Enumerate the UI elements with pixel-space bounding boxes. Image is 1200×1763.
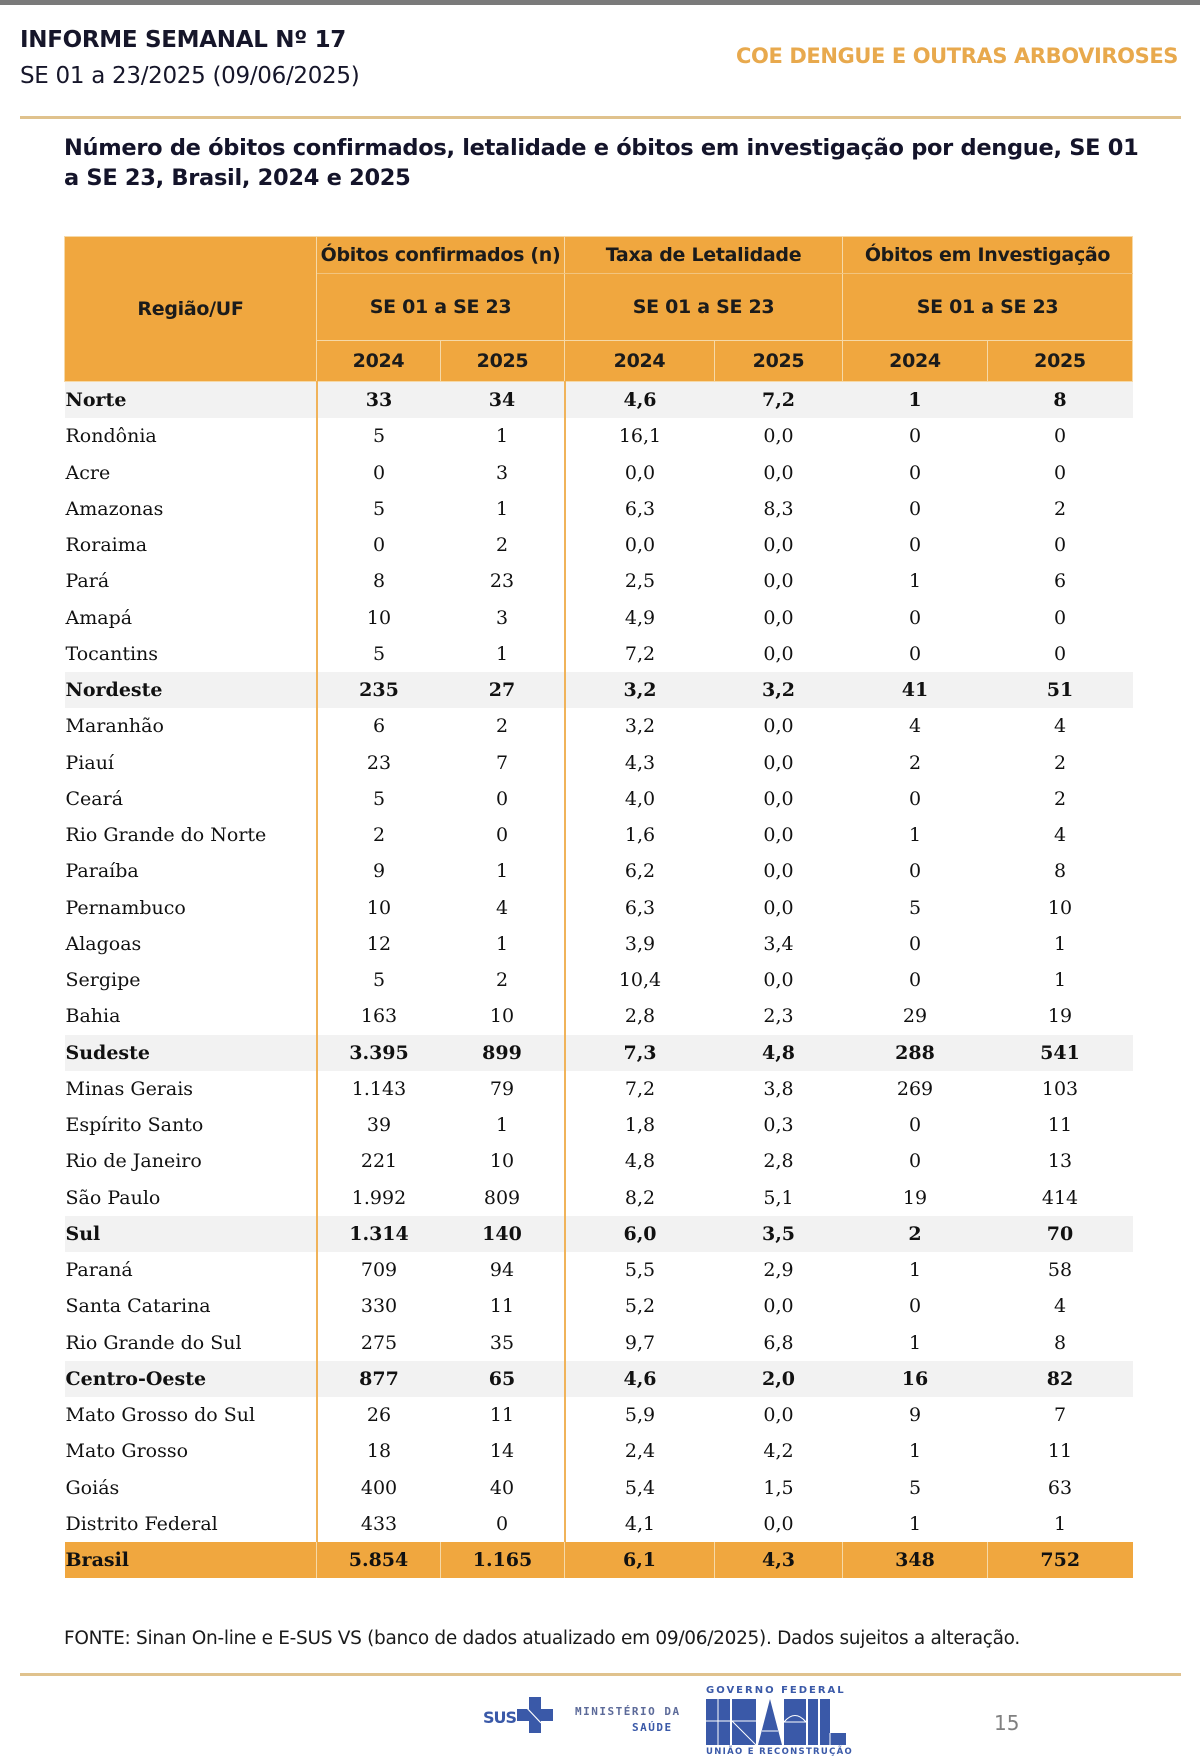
row-value: 5 [908,896,922,919]
row-value: 709 [317,1252,441,1288]
row-value: 0,0 [763,787,794,810]
row-value: 877 [317,1361,441,1397]
row-value: 79 [489,1077,515,1100]
row-value: 0 [1053,461,1067,484]
row-value: 3,2 [565,672,715,708]
row-value: 0,0 [763,751,794,774]
row-value: 235 [317,672,441,708]
row-value: 6,8 [763,1331,794,1354]
row-value: 4 [495,896,509,919]
row-value: 3 [495,606,509,629]
row-value: 348 [843,1542,988,1578]
row-name: Pará [65,570,110,593]
row-value: 0 [495,787,509,810]
row-value: 39 [317,1107,441,1143]
table-row [65,853,1133,889]
region-row [65,1035,1133,1071]
row-value: 1 [1053,969,1067,992]
footer-logos [480,1685,880,1761]
row-value: 82 [988,1361,1133,1397]
row-name: Alagoas [65,932,142,955]
row-value: 269 [896,1077,934,1100]
row-value: 0 [908,969,922,992]
row-value: 0,3 [763,1114,794,1137]
row-value: 6 [317,708,441,744]
table-row [65,636,1133,672]
row-value: 10 [489,1150,515,1173]
row-value: 3,9 [565,926,715,962]
row-value: 5 [317,962,441,998]
total-row [65,1542,1133,1578]
row-value: 2 [495,534,509,557]
row-value: 0,0 [565,527,715,563]
row-value: 11 [489,1295,515,1318]
row-value: 0 [1053,534,1067,557]
row-name: Minas Gerais [65,1077,194,1100]
page-number: 15 [994,1711,1020,1735]
row-value: 19 [902,1186,928,1209]
row-value: 70 [988,1216,1133,1252]
table-row [65,781,1133,817]
row-name: Pernambuco [65,896,186,919]
region-row [65,382,1133,419]
row-name: Roraima [65,534,148,557]
row-value: 0 [908,932,922,955]
table-row [65,1180,1133,1216]
row-value: 7 [495,751,509,774]
row-value: 18 [317,1433,441,1469]
row-value: 3,2 [715,672,843,708]
row-value: 58 [1047,1259,1073,1282]
row-value: 8 [988,382,1133,419]
row-value: 0,0 [763,715,794,738]
row-value: 2,3 [763,1005,794,1028]
row-value: 0 [908,1114,922,1137]
row-value: 41 [843,672,988,708]
header-group-lethality: Taxa de Letalidade [565,237,843,274]
row-value: 10,4 [565,962,715,998]
table-row [65,527,1133,563]
row-name: Mato Grosso do Sul [65,1404,256,1427]
table-row [65,491,1133,527]
row-name: Goiás [65,1476,120,1499]
row-value: 51 [988,672,1133,708]
row-value: 27 [441,672,565,708]
row-value: 0 [908,425,922,448]
row-value: 5 [317,781,441,817]
row-value: 0 [495,1512,509,1535]
row-value: 1,8 [565,1107,715,1143]
row-value: 140 [441,1216,565,1252]
row-value: 10 [489,1005,515,1028]
row-value: 4 [908,715,922,738]
row-value: 433 [317,1506,441,1542]
table-row [65,1397,1133,1433]
table-row [65,890,1133,926]
row-value: 14 [489,1440,515,1463]
row-value: 3,8 [763,1077,794,1100]
row-value: 1 [908,1259,922,1282]
row-value: 0,0 [763,824,794,847]
row-name: Rio Grande do Sul [65,1331,242,1354]
table-row [65,708,1133,744]
header-divider [20,116,1181,119]
row-value: 11 [1047,1114,1073,1137]
row-value: 1 [495,860,509,883]
row-value: 2 [908,751,922,774]
row-value: 13 [1047,1150,1073,1173]
header-year: 2025 [441,341,565,382]
row-value: 1 [495,425,509,448]
row-value: 4,0 [565,781,715,817]
row-value: 3,4 [763,932,794,955]
brasil-logo-icon [706,1699,846,1745]
region-row [65,1216,1133,1252]
row-value: 0 [908,1150,922,1173]
row-value: 103 [1041,1077,1079,1100]
row-name: Bahia [65,1005,121,1028]
header-year: 2025 [715,341,843,382]
deaths-table [64,236,1133,1578]
row-value: 221 [317,1143,441,1179]
row-value: 0,0 [763,896,794,919]
row-name: Tocantins [65,642,159,665]
row-value: 1 [1053,1512,1067,1535]
row-name: Brasil [65,1542,317,1578]
row-value: 6,1 [565,1542,715,1578]
row-value: 4,2 [763,1440,794,1463]
row-value: 0,0 [763,1512,794,1535]
table-row [65,1288,1133,1324]
header-period-lethality: SE 01 a SE 23 [565,274,843,341]
row-value: 1 [495,497,509,520]
row-value: 5 [317,491,441,527]
row-value: 2,5 [565,563,715,599]
row-value: 1 [495,1114,509,1137]
row-value: 0 [908,642,922,665]
row-value: 11 [1047,1440,1073,1463]
header-year: 2025 [988,341,1133,382]
row-value: 1 [843,382,988,419]
row-value: 1,5 [763,1476,794,1499]
source-note: FONTE: Sinan On-line e E-SUS VS (banco de dados atualizado em 09/06/2025). Dados sujeitos a alteração. [64,1628,1020,1649]
row-value: 23 [317,745,441,781]
row-value: 3,5 [715,1216,843,1252]
row-name: Amazonas [65,497,164,520]
row-value: 0 [908,787,922,810]
region-row [65,672,1133,708]
row-value: 5,4 [565,1470,715,1506]
table-body [65,382,1133,1579]
row-value: 163 [317,998,441,1034]
row-value: 0,0 [763,1404,794,1427]
row-name: Paraíba [65,860,139,883]
row-value: 7,2 [565,636,715,672]
row-value: 7 [1053,1404,1067,1427]
table-row [65,745,1133,781]
table-row [65,1433,1133,1469]
row-value: 0,0 [763,425,794,448]
row-value: 8 [1053,1331,1067,1354]
row-value: 1 [1053,932,1067,955]
row-value: 0,0 [763,461,794,484]
row-value: 2 [495,715,509,738]
row-value: 414 [1041,1186,1079,1209]
row-value: 5.854 [317,1542,441,1578]
header-year: 2024 [565,341,715,382]
row-value: 288 [843,1035,988,1071]
header-region-uf: Região/UF [65,237,317,382]
row-value: 35 [489,1331,515,1354]
row-value: 1 [908,1331,922,1354]
sus-cross-icon [517,1697,553,1733]
row-value: 6 [1053,570,1067,593]
row-name: Maranhão [65,715,164,738]
row-value: 7,2 [565,1071,715,1107]
row-value: 899 [441,1035,565,1071]
row-value: 6,2 [565,853,715,889]
table-row [65,998,1133,1034]
row-name: Espírito Santo [65,1114,204,1137]
row-value: 3 [495,461,509,484]
row-value: 1 [495,642,509,665]
row-value: 2,8 [763,1150,794,1173]
row-name: Sudeste [65,1035,317,1071]
row-value: 26 [317,1397,441,1433]
table-row [65,926,1133,962]
row-value: 0,0 [565,455,715,491]
row-name: Mato Grosso [65,1440,189,1463]
row-value: 16 [843,1361,988,1397]
row-name: Rio de Janeiro [65,1150,202,1173]
row-value: 752 [988,1542,1133,1578]
row-value: 4,8 [715,1035,843,1071]
table-row [65,1107,1133,1143]
row-value: 2,4 [565,1433,715,1469]
row-value: 9 [908,1404,922,1427]
row-value: 0,0 [763,860,794,883]
row-name: Amapá [65,606,133,629]
row-value: 3,2 [565,708,715,744]
row-value: 11 [489,1404,515,1427]
row-value: 6,3 [565,491,715,527]
row-value: 0 [908,606,922,629]
row-value: 809 [483,1186,521,1209]
row-value: 33 [317,382,441,419]
row-name: Rondônia [65,425,157,448]
sus-logo-text: SUS [483,1708,517,1727]
row-name: Rio Grande do Norte [65,824,267,847]
row-value: 4,6 [565,1361,715,1397]
row-name: Piauí [65,751,115,774]
row-value: 400 [317,1470,441,1506]
row-value: 8 [1053,860,1067,883]
row-value: 4,3 [565,745,715,781]
row-value: 1 [908,1512,922,1535]
table-row [65,962,1133,998]
table-row [65,1252,1133,1288]
header-group-confirmed: Óbitos confirmados (n) [317,237,565,274]
row-value: 5,1 [763,1186,794,1209]
header-period-investigation: SE 01 a SE 23 [843,274,1133,341]
row-value: 0 [908,860,922,883]
row-value: 2 [317,817,441,853]
row-value: 5,5 [565,1252,715,1288]
row-value: 12 [317,926,441,962]
row-value: 0 [317,527,441,563]
row-value: 2 [495,969,509,992]
ministry-line2: SAÚDE [632,1721,673,1734]
row-value: 1 [908,1440,922,1463]
row-value: 2 [1053,751,1067,774]
row-value: 34 [441,382,565,419]
row-value: 2 [1053,787,1067,810]
row-value: 7,3 [565,1035,715,1071]
row-value: 65 [441,1361,565,1397]
row-value: 10 [317,600,441,636]
header-year: 2024 [843,341,988,382]
table-row [65,817,1133,853]
row-value: 1.143 [317,1071,441,1107]
row-value: 10 [1047,896,1073,919]
table-row [65,1071,1133,1107]
row-value: 8,3 [763,497,794,520]
table-row [65,563,1133,599]
row-value: 1.314 [317,1216,441,1252]
report-title: INFORME SEMANAL Nº 17 [20,27,346,53]
row-value: 0 [908,534,922,557]
gov-line2: UNIÃO E RECONSTRUÇÃO [706,1747,854,1757]
row-value: 7,2 [715,382,843,419]
row-name: Paraná [65,1259,133,1282]
row-value: 0,0 [763,534,794,557]
row-value: 1 [908,824,922,847]
row-value: 5 [908,1476,922,1499]
row-value: 2,0 [715,1361,843,1397]
row-value: 5,2 [565,1288,715,1324]
row-name: Acre [65,461,111,484]
row-name: Norte [65,382,317,419]
row-value: 2 [1053,497,1067,520]
row-value: 0,0 [763,642,794,665]
row-value: 23 [489,570,515,593]
row-name: Nordeste [65,672,317,708]
row-value: 1.992 [317,1180,441,1216]
row-value: 19 [1047,1005,1073,1028]
row-value: 0 [1053,425,1067,448]
row-name: Distrito Federal [65,1512,218,1535]
row-value: 29 [902,1005,928,1028]
gov-line1: GOVERNO FEDERAL [706,1685,846,1696]
table-row [65,418,1133,454]
row-value: 1.165 [441,1542,565,1578]
row-value: 1,6 [565,817,715,853]
row-value: 4,9 [565,600,715,636]
row-value: 4 [1053,715,1067,738]
row-name: Sergipe [65,969,141,992]
footer-divider [20,1673,1181,1676]
row-value: 94 [489,1259,515,1282]
report-period: SE 01 a 23/2025 (09/06/2025) [20,63,360,89]
row-value: 0 [1053,606,1067,629]
table-row [65,1325,1133,1361]
row-value: 3.395 [317,1035,441,1071]
table-row [65,1143,1133,1179]
row-value: 4,6 [565,382,715,419]
row-value: 2,9 [763,1259,794,1282]
row-value: 16,1 [565,418,715,454]
row-value: 541 [988,1035,1133,1071]
row-value: 0,0 [763,570,794,593]
row-value: 5 [317,636,441,672]
row-value: 0 [908,461,922,484]
row-value: 0 [908,1295,922,1318]
table-row [65,455,1133,491]
org-title: COE DENGUE E OUTRAS ARBOVIROSES [736,44,1178,68]
row-value: 275 [317,1325,441,1361]
header-year: 2024 [317,341,441,382]
row-value: 10 [317,890,441,926]
row-value: 0,0 [763,606,794,629]
row-value: 2,8 [565,998,715,1034]
row-value: 4,1 [565,1506,715,1542]
row-value: 4,8 [565,1143,715,1179]
header-group-investigation: Óbitos em Investigação [843,237,1133,274]
row-value: 9 [317,853,441,889]
row-name: Santa Catarina [65,1295,211,1318]
row-value: 8 [317,563,441,599]
row-value: 9,7 [565,1325,715,1361]
row-value: 40 [489,1476,515,1499]
row-value: 0 [495,824,509,847]
row-name: Centro-Oeste [65,1361,317,1397]
row-name: Sul [65,1216,317,1252]
row-value: 1 [495,932,509,955]
row-value: 5,9 [565,1397,715,1433]
row-value: 330 [317,1288,441,1324]
header-period-confirmed: SE 01 a SE 23 [317,274,565,341]
region-row [65,1361,1133,1397]
row-value: 0 [1053,642,1067,665]
row-value: 6,3 [565,890,715,926]
row-value: 5 [317,418,441,454]
row-value: 6,0 [565,1216,715,1252]
row-value: 8,2 [565,1180,715,1216]
row-value: 0 [908,497,922,520]
row-value: 4,3 [715,1542,843,1578]
row-value: 4 [1053,824,1067,847]
row-value: 0,0 [763,969,794,992]
row-value: 2 [843,1216,988,1252]
row-value: 4 [1053,1295,1067,1318]
row-value: 0,0 [763,1295,794,1318]
table-row [65,1470,1133,1506]
ministry-line1: MINISTÉRIO DA [575,1705,681,1718]
table-row [65,1506,1133,1542]
top-bar [0,0,1200,5]
table-row [65,600,1133,636]
row-name: Ceará [65,787,124,810]
row-value: 1 [908,570,922,593]
row-name: São Paulo [65,1186,161,1209]
row-value: 0 [317,455,441,491]
table-title: Número de óbitos confirmados, letalidade e óbitos em investigação por dengue, SE 01 a SE 23, Brasil, 2024 e 2025 [64,135,1139,191]
row-value: 63 [1047,1476,1073,1499]
